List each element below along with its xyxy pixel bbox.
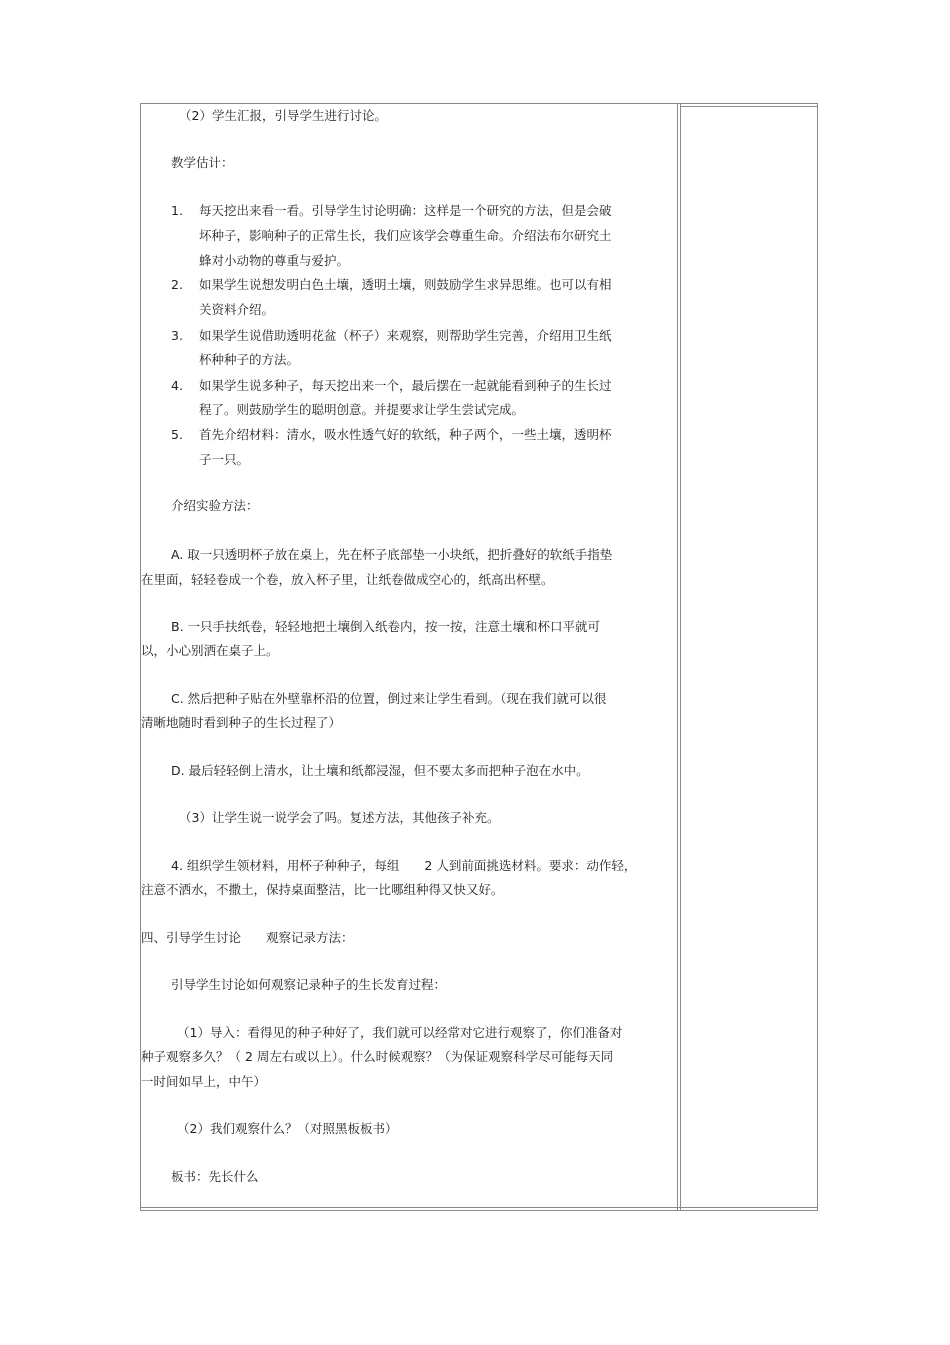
intro-line: 种子观察多久？（ 2 周左右或以上）。什么时候观察？（为保证观察科学尽可能每天同 xyxy=(141,1049,614,1064)
method-heading: 介绍实验方法： xyxy=(171,498,259,513)
step-a-line: 在里面，轻轻卷成一个卷，放入杯子里，让纸卷做成空心的，纸高出杯壁。 xyxy=(141,572,554,587)
intro-line: （1）导入：看得见的种子种好了，我们就可以经常对它进行观察了，你们准备对 xyxy=(177,1025,623,1040)
list-item-line: 程了。则鼓励学生的聪明创意。并提要求让学生尝试完成。 xyxy=(199,402,525,417)
list-item-line: 如果学生说想发明白色土壤，透明土壤，则鼓励学生求异思维。也可以有相 xyxy=(199,277,612,292)
list-number: 4. xyxy=(171,378,183,393)
section-four-heading: 四、引导学生讨论 观察记录方法： xyxy=(141,930,354,945)
list-item-line: 坏种子，影响种子的正常生长，我们应该学会尊重生命。介绍法布尔研究土 xyxy=(199,228,612,243)
list-number: 3. xyxy=(171,328,183,343)
step-c-line: 清晰地随时看到种子的生长过程了） xyxy=(141,715,342,730)
list-number: 1. xyxy=(171,203,183,218)
list-number: 5. xyxy=(171,427,183,442)
materials-line: 注意不洒水，不撒土，保持桌面整洁，比一比哪组种得又快又好。 xyxy=(141,882,504,897)
observe-paragraph: （2）我们观察什么？（对照黑板板书） xyxy=(177,1121,398,1136)
intro-line: 一时间如早上，中午） xyxy=(141,1074,267,1089)
blackboard-line: 板书：先长什么 xyxy=(171,1169,259,1184)
list-item-line: 每天挖出来看一看。引导学生讨论明确：这样是一个研究的方法，但是会破 xyxy=(199,203,612,218)
list-item-line: 子一只。 xyxy=(199,452,250,467)
step-b-line: 以，小心别洒在桌子上。 xyxy=(141,643,279,658)
discussion-paragraph: 引导学生讨论如何观察记录种子的生长发育过程： xyxy=(171,977,447,992)
list-item-line: 首先介绍材料：清水，吸水性透气好的软纸，种子两个，一些土壤，透明杯 xyxy=(199,427,612,442)
list-item-line: 如果学生说借助透明花盆（杯子）来观察，则帮助学生完善，介绍用卫生纸 xyxy=(199,328,612,343)
list-number: 2. xyxy=(171,277,183,292)
step-b-line: B. 一只手扶纸卷，轻轻地把土壤倒入纸卷内，按一按，注意土壤和杯口平就可 xyxy=(171,619,601,634)
materials-line: 4. 组织学生领材料，用杯子种种子，每组 2 人到前面挑选材料。要求：动作轻， xyxy=(171,858,637,873)
list-item-line: 蜂对小动物的尊重与爱护。 xyxy=(199,253,350,268)
estimate-heading: 教学估计： xyxy=(171,155,234,170)
column-divider xyxy=(677,104,681,1210)
list-item-line: 关资料介绍。 xyxy=(199,302,275,317)
step-a-line: A. 取一只透明杯子放在桌上，先在杯子底部垫一小块纸，把折叠好的软纸手指垫 xyxy=(171,547,613,562)
list-item-line: 如果学生说多种子，每天挖出来一个，最后摆在一起就能看到种子的生长过 xyxy=(199,378,612,393)
step-c-line: C. 然后把种子贴在外壁靠杯沿的位置，倒过来让学生看到。（现在我们就可以很 xyxy=(171,691,607,706)
list-item-line: 杯种种子的方法。 xyxy=(199,352,300,367)
right-cell-top-border xyxy=(681,106,817,107)
retell-paragraph: （3）让学生说一说学会了吗。复述方法，其他孩子补充。 xyxy=(179,810,500,825)
step-d-line: D. 最后轻轻倒上清水，让土壤和纸都浸湿，但不要太多而把种子泡在水中。 xyxy=(171,763,589,778)
report-paragraph: （2）学生汇报，引导学生进行讨论。 xyxy=(179,108,387,123)
lesson-table xyxy=(140,103,818,1211)
